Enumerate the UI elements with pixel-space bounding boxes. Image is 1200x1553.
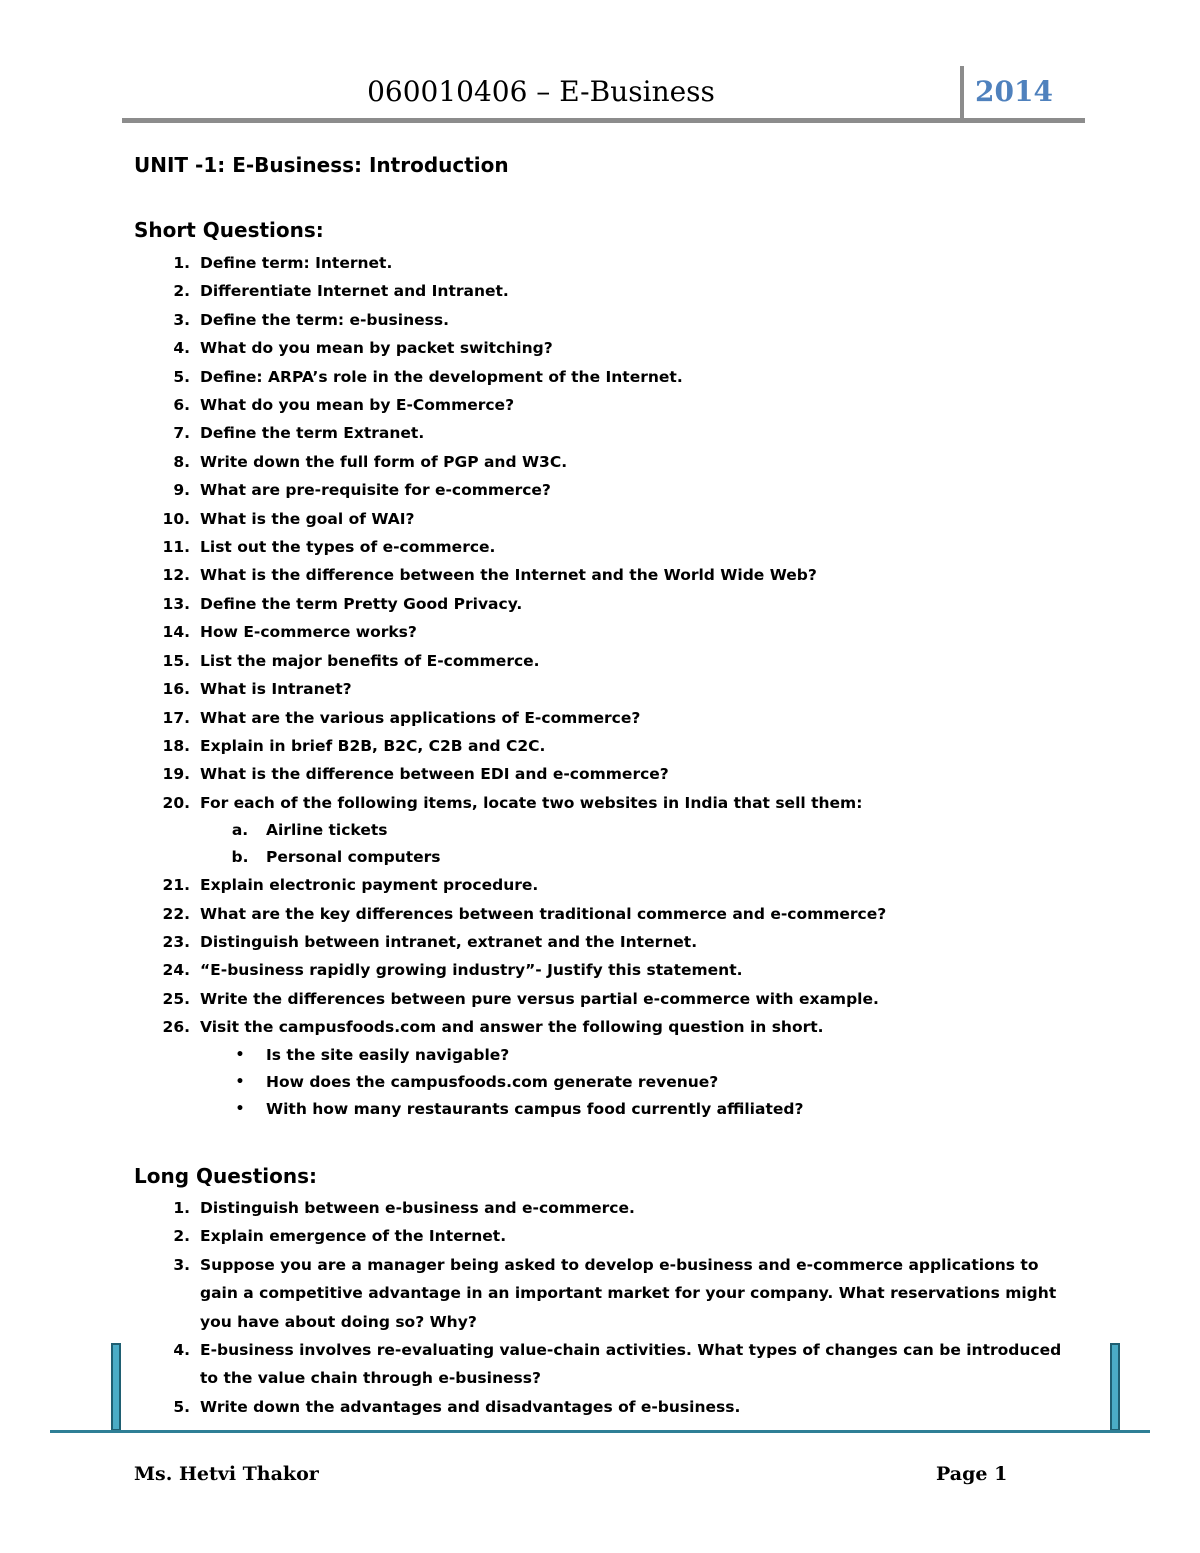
question-text: Differentiate Internet and Intranet. — [200, 282, 509, 301]
question-number: 25. — [162, 989, 190, 1008]
question-text: Write down the advantages and disadvantages of e-business. — [200, 1397, 741, 1416]
question-item — [134, 1194, 1064, 1222]
sub-question-item — [200, 844, 1064, 871]
question-text: What is Intranet? — [200, 680, 352, 699]
question-item — [134, 533, 1064, 561]
question-number: 16. — [162, 680, 190, 699]
question-text: What are the key differences between traditional commerce and e-commerce? — [200, 904, 887, 923]
question-number: 12. — [162, 566, 190, 585]
question-text: Define: ARPA’s role in the development of the Internet. — [200, 367, 683, 386]
question-text: Visit the campusfoods.com and answer the following question in short. — [200, 1018, 824, 1037]
short-questions-list — [134, 249, 1064, 1123]
question-number: 26. — [162, 1018, 190, 1037]
question-item — [134, 985, 1064, 1013]
header-divider — [960, 66, 964, 121]
question-item — [134, 1222, 1064, 1250]
question-number: 24. — [162, 961, 190, 980]
question-number: 1. — [173, 254, 190, 272]
question-item — [134, 448, 1064, 476]
sub-question-list — [200, 1042, 1064, 1123]
question-item — [134, 306, 1064, 334]
question-text: Suppose you are a manager being asked to develop e-business and e-commerce applications to gain a competitive advantage in an important market for your company. What reservations might you have about doing so? Why? — [200, 1255, 1057, 1331]
question-text: Distinguish between e-business and e-commerce. — [200, 1199, 635, 1217]
sub-question-list — [200, 817, 1064, 871]
sub-question-item — [200, 817, 1064, 844]
question-text: What is the goal of WAI? — [200, 509, 415, 528]
question-number: 5. — [173, 367, 190, 386]
question-number: 19. — [162, 765, 190, 784]
sub-question-text: With how many restaurants campus food currently affiliated? — [266, 1099, 804, 1118]
sub-question-text: How does the campusfoods.com generate revenue? — [266, 1072, 719, 1091]
question-number: 3. — [173, 310, 190, 329]
question-number: 20. — [162, 793, 190, 812]
question-item — [134, 590, 1064, 618]
question-text: Explain emergence of the Internet. — [200, 1227, 507, 1246]
question-item — [134, 277, 1064, 305]
question-number: 14. — [162, 623, 190, 642]
question-item — [134, 704, 1064, 732]
bullet-icon: • — [235, 1046, 245, 1063]
sub-question-text: Personal computers — [266, 848, 441, 867]
sub-question-text: Is the site easily navigable? — [266, 1045, 510, 1064]
header-rule — [122, 118, 1085, 123]
question-text: List out the types of e-commerce. — [200, 538, 496, 557]
question-number: 15. — [162, 651, 190, 670]
question-item — [134, 618, 1064, 646]
question-number: 21. — [162, 876, 190, 895]
footer-right-bar — [1110, 1343, 1120, 1431]
sub-question-marker: a. — [231, 821, 249, 840]
footer-left-bar — [111, 1343, 121, 1431]
question-number: 1. — [173, 1199, 190, 1217]
document-year: 2014 — [975, 75, 1053, 108]
long-questions-list — [134, 1194, 1064, 1421]
sub-question-item — [200, 1042, 1064, 1069]
question-text: For each of the following items, locate two websites in India that sell them: — [200, 793, 863, 812]
question-item — [134, 1393, 1064, 1421]
question-text: What do you mean by E-Commerce? — [200, 396, 515, 415]
footer-author: Ms. Hetvi Thakor — [134, 1463, 319, 1485]
question-item — [134, 334, 1064, 362]
question-number: 7. — [173, 424, 190, 443]
question-number: 18. — [162, 736, 190, 755]
document-title: 060010406 – E-Business — [367, 75, 715, 108]
question-text: Define the term Extranet. — [200, 424, 425, 443]
long-questions-heading: Long Questions: — [134, 1164, 318, 1188]
question-text: What are pre-requisite for e-commerce? — [200, 481, 551, 500]
question-number: 2. — [173, 282, 190, 301]
question-number: 13. — [162, 594, 190, 613]
question-item — [134, 1013, 1064, 1122]
question-number: 9. — [173, 481, 190, 500]
question-number: 3. — [173, 1255, 190, 1274]
question-number: 22. — [162, 904, 190, 923]
question-text: Explain electronic payment procedure. — [200, 876, 539, 895]
sub-question-item — [200, 1096, 1064, 1123]
question-number: 4. — [173, 339, 190, 358]
page-number: Page 1 — [936, 1463, 1008, 1485]
bullet-icon: • — [235, 1100, 245, 1117]
question-item — [134, 789, 1064, 871]
question-text: List the major benefits of E-commerce. — [200, 651, 540, 670]
bullet-icon: • — [235, 1073, 245, 1090]
question-item — [134, 956, 1064, 984]
question-text: E-business involves re-evaluating value-chain activities. What types of changes can be introduced to the value chain through e-business? — [200, 1341, 1062, 1388]
question-text: “E-business rapidly growing industry”- Justify this statement. — [200, 961, 743, 980]
question-text: What is the difference between EDI and e-commerce? — [200, 765, 669, 784]
question-number: 23. — [162, 932, 190, 951]
question-number: 5. — [173, 1397, 190, 1416]
question-text: Write down the full form of PGP and W3C. — [200, 452, 568, 471]
question-number: 10. — [162, 509, 190, 528]
question-item — [134, 928, 1064, 956]
question-text: Write the differences between pure versus partial e-commerce with example. — [200, 989, 879, 1008]
unit-title: UNIT -1: E-Business: Introduction — [134, 153, 509, 177]
question-number: 4. — [173, 1341, 190, 1360]
question-item — [134, 1251, 1064, 1336]
question-number: 6. — [173, 396, 190, 415]
question-item — [134, 505, 1064, 533]
question-item — [134, 760, 1064, 788]
question-number: 17. — [162, 708, 190, 727]
question-number: 8. — [173, 452, 190, 471]
sub-question-text: Airline tickets — [266, 821, 388, 840]
question-text: What do you mean by packet switching? — [200, 339, 553, 358]
question-text: Distinguish between intranet, extranet and the Internet. — [200, 932, 698, 951]
question-text: Define the term: e-business. — [200, 310, 449, 329]
question-item — [134, 363, 1064, 391]
short-questions-heading: Short Questions: — [134, 218, 324, 242]
sub-question-marker: b. — [231, 848, 249, 867]
question-text: Define the term Pretty Good Privacy. — [200, 594, 523, 613]
question-number: 11. — [162, 538, 190, 557]
question-text: Explain in brief B2B, B2C, C2B and C2C. — [200, 736, 546, 755]
question-item — [134, 561, 1064, 589]
question-item — [134, 419, 1064, 447]
question-item — [134, 249, 1064, 277]
question-item — [134, 476, 1064, 504]
question-text: How E-commerce works? — [200, 623, 417, 642]
question-number: 2. — [173, 1227, 190, 1246]
question-item — [134, 900, 1064, 928]
sub-question-item — [200, 1069, 1064, 1096]
footer-rule — [50, 1430, 1150, 1433]
question-item — [134, 732, 1064, 760]
question-text: Define term: Internet. — [200, 254, 393, 272]
question-item — [134, 391, 1064, 419]
question-item — [134, 675, 1064, 703]
question-item — [134, 1336, 1064, 1393]
question-item — [134, 647, 1064, 675]
question-text: What is the difference between the Internet and the World Wide Web? — [200, 566, 817, 585]
question-item — [134, 871, 1064, 899]
question-text: What are the various applications of E-commerce? — [200, 708, 641, 727]
